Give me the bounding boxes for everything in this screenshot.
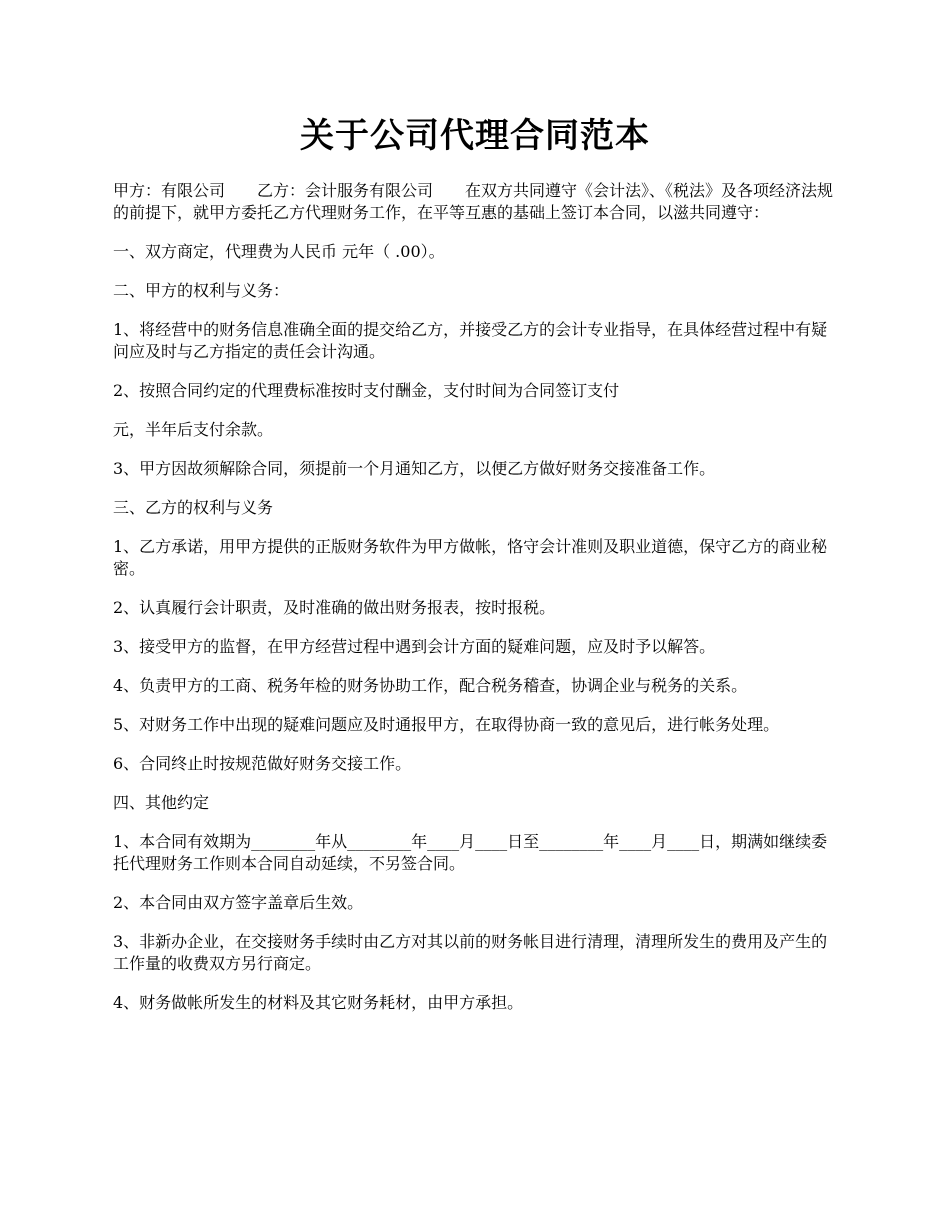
paragraph-fee: 一、双方商定，代理费为人民币 元年（ .00）。 — [113, 242, 445, 261]
section-heading-party-b: 三、乙方的权利与义务 — [113, 498, 274, 517]
paragraph-party-a-2: 2、按照合同约定的代理费标准按时支付酬金，支付时间为合同签订支付 — [113, 381, 620, 400]
section-heading-party-a: 二、甲方的权利与义务： — [113, 281, 290, 300]
paragraph-party-a-2-cont: 元，半年后支付余款。 — [113, 420, 274, 439]
paragraph-other-4: 4、财务做帐所发生的材料及其它财务耗材，由甲方承担。 — [113, 993, 524, 1012]
section-heading-other: 四、其他约定 — [113, 793, 210, 812]
paragraph-party-b-2: 2、认真履行会计职责，及时准确的做出财务报表，按时报税。 — [113, 598, 556, 617]
paragraph-other-2: 2、本合同由双方签字盖章后生效。 — [113, 893, 364, 912]
paragraph-party-b-3: 3、接受甲方的监督，在甲方经营过程中遇到会计方面的疑难问题，应及时予以解答。 — [113, 637, 716, 656]
paragraph-party-b-5: 5、对财务工作中出现的疑难问题应及时通报甲方，在取得协商一致的意见后，进行帐务处理。 — [113, 715, 780, 734]
paragraph-party-b-1: 1、乙方承诺，用甲方提供的正版财务软件为甲方做帐，恪守会计准则及职业道德，保守乙方的商业秘密。 — [113, 537, 828, 578]
paragraph-party-b-6: 6、合同终止时按规范做好财务交接工作。 — [113, 754, 412, 773]
document-title: 关于公司代理合同范本 — [300, 116, 650, 156]
paragraph-intro: 甲方：有限公司 乙方：会计服务有限公司 在双方共同遵守《会计法》、《税法》及各项经济法规的前提下，就甲方委托乙方代理财务工作，在平等互惠的基础上签订本合同，以滋共同遵守： — [113, 181, 834, 222]
paragraph-party-b-4: 4、负责甲方的工商、税务年检的财务协助工作，配合税务稽查，协调企业与税务的关系。 — [113, 676, 748, 695]
paragraph-other-3: 3、非新办企业，在交接财务手续时由乙方对其以前的财务帐目进行清理，清理所发生的费用及产生的工作量的收费双方另行商定。 — [113, 932, 828, 973]
paragraph-other-1: 1、本合同有效期为________年从________年____月____日至________年____月____日，期满如继续委托代理财务工作则本合同自动延续，不另签合同。 — [113, 832, 828, 873]
paragraph-party-a-1: 1、将经营中的财务信息准确全面的提交给乙方，并接受乙方的会计专业指导，在具体经营过程中有疑问应及时与乙方指定的责任会计沟通。 — [113, 320, 828, 361]
paragraph-party-a-3: 3、甲方因故须解除合同，须提前一个月通知乙方，以便乙方做好财务交接准备工作。 — [113, 459, 716, 478]
document-body — [113, 180, 843, 1031]
